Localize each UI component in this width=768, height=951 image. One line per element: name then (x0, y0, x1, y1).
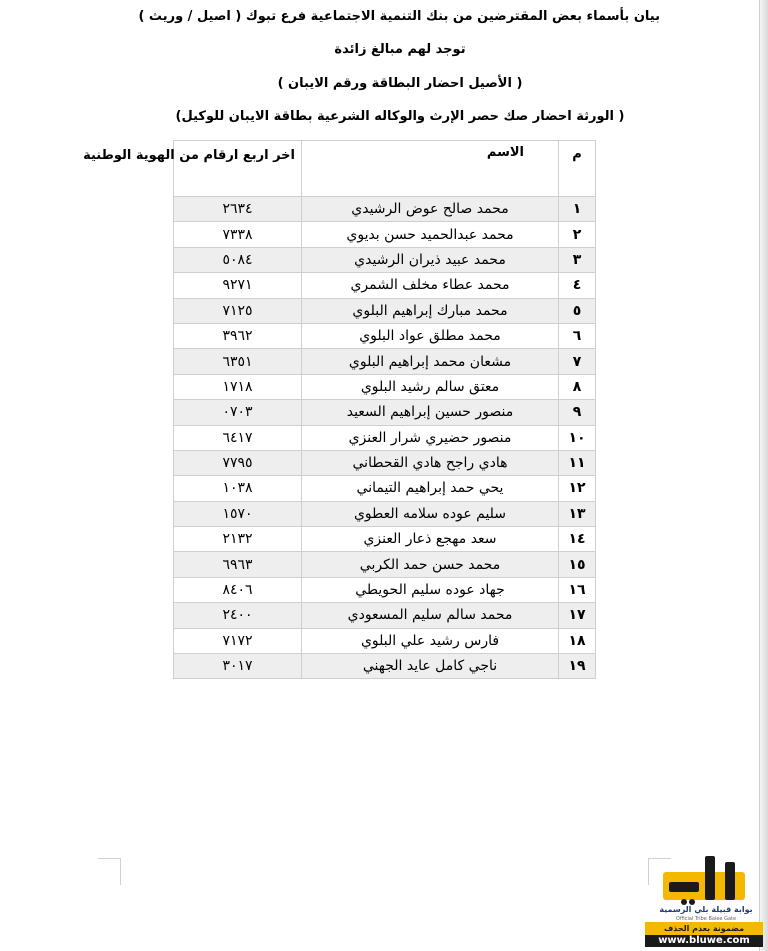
row-name: معتق سالم رشيد البلوي (302, 374, 559, 399)
instruction-original: ( الأصيل احضار البطاقة ورقم الايبان ) (277, 76, 523, 91)
table-row (174, 298, 596, 323)
table-row (174, 349, 596, 374)
row-number: ١٥ (559, 552, 596, 577)
table-row (174, 628, 596, 653)
table-row (174, 197, 596, 222)
row-name: مشعان محمد إبراهيم البلوي (302, 349, 559, 374)
row-number: ١٤ (559, 527, 596, 552)
row-name: محمد مطلق عواد البلوي (302, 323, 559, 348)
row-id-last4: ٧٣٣٨ (174, 222, 302, 247)
table-row (174, 400, 596, 425)
row-number: ١٣ (559, 501, 596, 526)
row-id-last4: ٣٠١٧ (174, 654, 302, 679)
row-number: ١٠ (559, 425, 596, 450)
row-number: ١ (559, 197, 596, 222)
row-id-last4: ١٥٧٠ (174, 501, 302, 526)
row-name: ناجي كامل عايد الجهني (302, 654, 559, 679)
table-row (174, 247, 596, 272)
watermark-url: www.bluwe.com (645, 935, 763, 947)
row-number: ٢ (559, 222, 596, 247)
row-name: محمد حسن حمد الكربي (302, 552, 559, 577)
row-number: ١٨ (559, 628, 596, 653)
table-row (174, 527, 596, 552)
row-number: ٦ (559, 323, 596, 348)
site-watermark (645, 852, 763, 947)
row-number: ٩ (559, 400, 596, 425)
header-number: م (559, 141, 596, 197)
row-number: ١٢ (559, 476, 596, 501)
row-id-last4: ٧٧٩٥ (174, 450, 302, 475)
document-subtitle: توجد لهم مبالغ زائدة (334, 42, 466, 57)
row-id-last4: ٦٩٦٣ (174, 552, 302, 577)
row-name: محمد مبارك إبراهيم البلوي (302, 298, 559, 323)
table-row (174, 323, 596, 348)
table-body (174, 197, 596, 679)
row-name: محمد صالح عوض الرشيدي (302, 197, 559, 222)
instruction-heirs: ( الورثة احضار صك حصر الإرث والوكاله الشرعية بطاقة الايبان للوكيل) (175, 109, 625, 124)
table-row (174, 654, 596, 679)
table-header-row (174, 141, 596, 197)
row-number: ٨ (559, 374, 596, 399)
page-corner-mark (98, 858, 121, 885)
row-id-last4: ٦٤١٧ (174, 425, 302, 450)
row-name: هادي راجح هادي القحطاني (302, 450, 559, 475)
row-id-last4: ١٧١٨ (174, 374, 302, 399)
header-name: الاسم (302, 141, 559, 197)
row-name: سليم عوده سلامه العطوي (302, 501, 559, 526)
row-id-last4: ٠٧٠٣ (174, 400, 302, 425)
table-row (174, 577, 596, 602)
row-name: سعد مهجع ذعار العنزي (302, 527, 559, 552)
row-id-last4: ٧١٧٢ (174, 628, 302, 653)
table-row (174, 273, 596, 298)
row-number: ١٧ (559, 603, 596, 628)
bluwe-logo-icon (645, 852, 763, 908)
page-right-edge (759, 0, 768, 951)
row-number: ٧ (559, 349, 596, 374)
table-row (174, 501, 596, 526)
row-name: يحي حمد إبراهيم التيماني (302, 476, 559, 501)
row-name: محمد عبيد ذيران الرشيدي (302, 247, 559, 272)
borrowers-table (83, 140, 596, 679)
row-number: ٤ (559, 273, 596, 298)
row-name: جهاد عوده سليم الحويطي (302, 577, 559, 602)
row-id-last4: ٢٦٣٤ (174, 197, 302, 222)
row-number: ٣ (559, 247, 596, 272)
row-id-last4: ٣٩٦٢ (174, 323, 302, 348)
row-name: محمد سالم سليم المسعودي (302, 603, 559, 628)
row-name: فارس رشيد علي البلوي (302, 628, 559, 653)
row-id-last4: ٦٣٥١ (174, 349, 302, 374)
header-id-last4: اخر اربع ارقام من الهوية الوطنية (174, 141, 302, 197)
watermark-english-caption: Official Tribe Balee Gate (675, 916, 737, 922)
watermark-arabic-caption: بوابة قبيلة بلي الرسمية (659, 905, 753, 914)
table-row (174, 552, 596, 577)
table-row (174, 603, 596, 628)
row-number: ١٩ (559, 654, 596, 679)
row-id-last4: ٢١٣٢ (174, 527, 302, 552)
row-id-last4: ٧١٢٥ (174, 298, 302, 323)
table-row (174, 425, 596, 450)
table-row (174, 222, 596, 247)
row-id-last4: ٨٤٠٦ (174, 577, 302, 602)
table-row (174, 450, 596, 475)
row-id-last4: ٩٢٧١ (174, 273, 302, 298)
row-name: محمد عطاء مخلف الشمري (302, 273, 559, 298)
table-row (174, 476, 596, 501)
row-id-last4: ٥٠٨٤ (174, 247, 302, 272)
row-number: ١١ (559, 450, 596, 475)
row-number: ١٦ (559, 577, 596, 602)
document-title: بيان بأسماء بعض المقترضين من بنك التنمية الاجتماعية فرع تبوك ( اصيل / وريث ) (138, 9, 660, 24)
watermark-strip: مضمونة بعدم الحذف (645, 922, 763, 935)
row-name: محمد عبدالحميد حسن بديوي (302, 222, 559, 247)
row-id-last4: ٢٤٠٠ (174, 603, 302, 628)
row-id-last4: ١٠٣٨ (174, 476, 302, 501)
row-name: منصور حضيري شرار العنزي (302, 425, 559, 450)
table-row (174, 374, 596, 399)
row-number: ٥ (559, 298, 596, 323)
row-name: منصور حسين إبراهيم السعيد (302, 400, 559, 425)
